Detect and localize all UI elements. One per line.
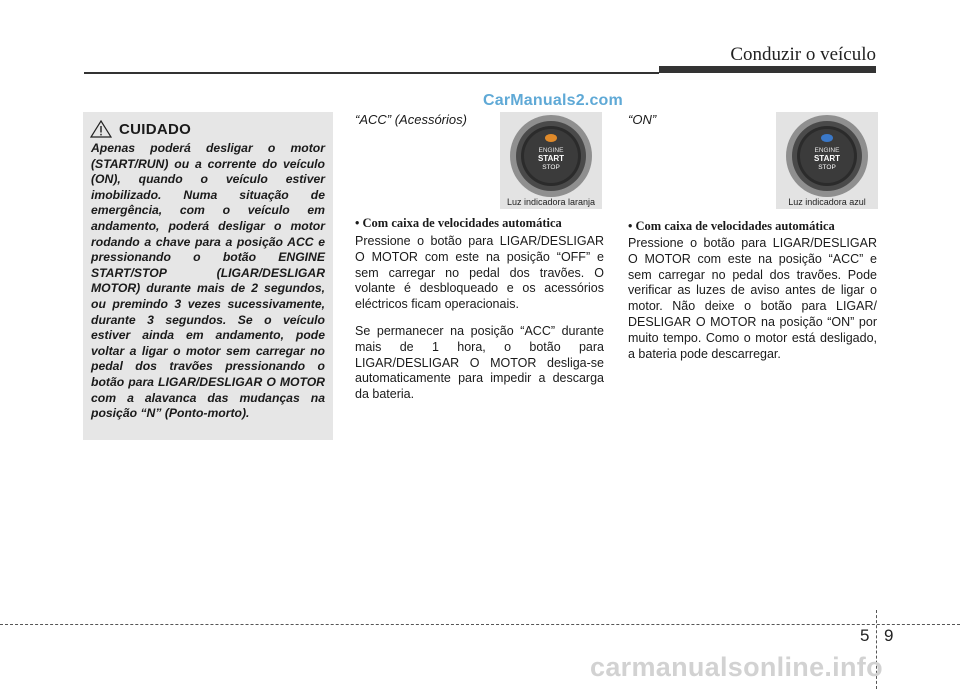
indicator-light <box>821 134 833 142</box>
on-paragraph-1: Pressione o botão para LIGAR/DESLIGAR O MOTOR com este na posição “ACC” e sem carregar no pedal dos travões. Pode verificar as luzes de aviso antes de ligar o motor. Não deixe o botão para LIGAR/ DESLIGAR O MOTOR na posição “ON” por muito tempo. Como o motor está desligado, a bateria pode descarregar. <box>628 236 877 361</box>
acc-button-photo <box>500 112 602 209</box>
page-chapter-number: 5 <box>860 626 870 645</box>
header-rule-thick <box>659 66 876 73</box>
caution-text: Apenas poderá desligar o motor (START/RUN) ou a corrente do veículo (ON), quando o veículo estiver imobilizado. Numa situação de emergência, com o veículo em andamento, poderá desligar o motor rodando a chave para a posição ACC e pressionando o botão ENGINE START/STOP (LIGAR/DESLIGAR MOTOR) durante mais de 2 segundos, ou premindo 3 vezes sucessivamente, durante 3 segundos. Se o veículo estiver ainda em andamento, pode voltar a ligar o motor sem carregar no pedal dos travões pressionando o botão para LIGAR/DESLIGAR O MOTOR com a alavanca das mudanças na posição “N” (Ponto-morto). <box>91 141 325 421</box>
caution-title: CUIDADO <box>119 120 192 138</box>
button-label-line: STOP <box>818 164 836 171</box>
page-number: 9 <box>884 626 894 645</box>
acc-paragraph-2: Se permanecer na posição “ACC” durante mais de 1 hora, o botão para LIGAR/DESLIGAR O MOTOR desliga-se automaticamente para impedir a descarga da bateria. <box>355 324 604 402</box>
warning-triangle-icon <box>90 120 112 138</box>
engine-start-stop-button-icon <box>509 114 593 198</box>
watermark-link[interactable]: CarManuals2.com <box>483 92 623 109</box>
caution-header <box>90 120 191 138</box>
button-label-line: START <box>813 154 841 163</box>
button-label-line: STOP <box>542 164 560 171</box>
footer-dashed-rule <box>0 624 960 625</box>
watermark-bottom: carmanualsonline.info <box>590 652 883 682</box>
acc-bullet-heading: • Com caixa de velocidades automática <box>355 216 562 230</box>
on-bullet-heading: • Com caixa de velocidades automática <box>628 219 835 233</box>
chapter-title: Conduzir o veículo <box>730 44 876 65</box>
acc-photo-caption: Luz indicadora laranja <box>506 197 596 207</box>
acc-section-title: “ACC” (Acessórios) <box>355 112 467 127</box>
acc-paragraph-1: Pressione o botão para LIGAR/DESLIGAR O MOTOR com este na posição “OFF” e sem carregar no pedal dos travões. O volante é desbloqueado e os acessórios eléctricos ficam operacionais. <box>355 234 604 312</box>
on-button-photo <box>776 112 878 209</box>
on-photo-caption: Luz indicadora azul <box>788 197 866 207</box>
engine-start-stop-button-icon <box>785 114 869 198</box>
button-label-line: ENGINE <box>814 147 840 154</box>
header-rule <box>84 72 659 74</box>
indicator-light <box>545 134 557 142</box>
button-label-line: ENGINE <box>538 147 564 154</box>
on-section-title: “ON” <box>628 112 657 127</box>
button-label-line: START <box>537 154 565 163</box>
